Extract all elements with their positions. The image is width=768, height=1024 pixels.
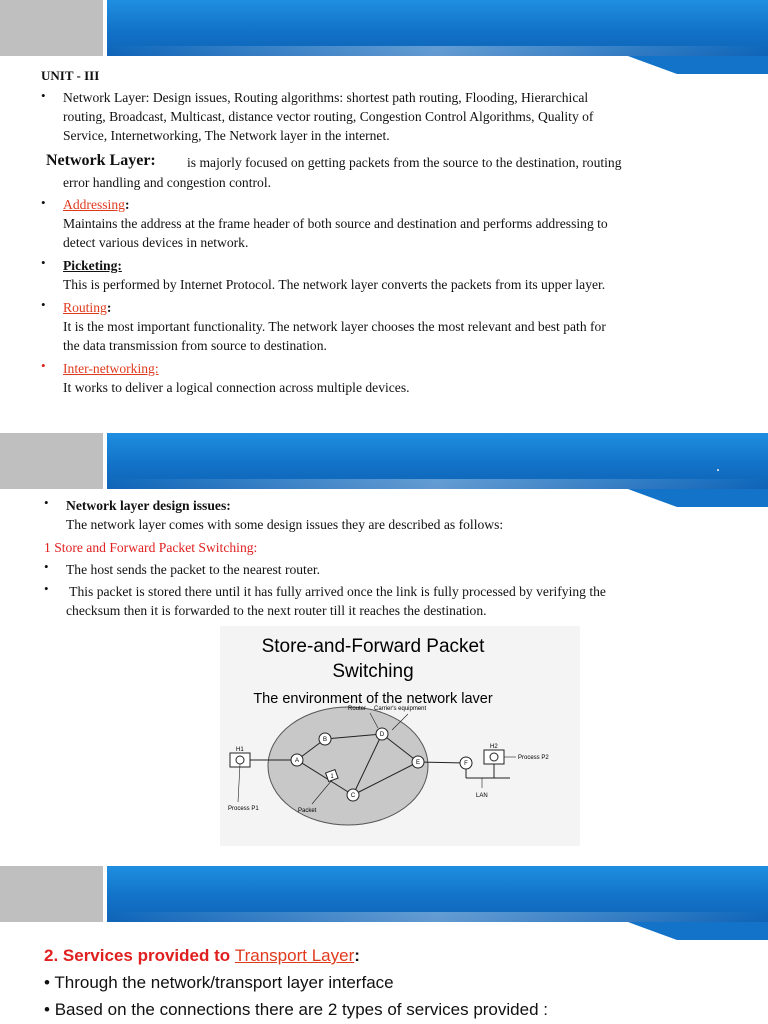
diagram-title-2: Switching — [332, 661, 414, 682]
intro-line-2: routing, Broadcast, Multicast, distance vector routing, Congestion Control Algorithms, Quality of — [63, 109, 594, 124]
label-process-p2: Process P2 — [518, 755, 549, 761]
node-label-d: D — [379, 732, 385, 738]
intro-line-3: Service, Internetworking, The Network layer in the internet. — [63, 128, 390, 143]
label-h1: H1 — [236, 747, 244, 753]
node-label-b: B — [322, 737, 328, 743]
network-layer-text-2: error handling and congestion control. — [63, 175, 272, 190]
diagram-title-1: Store-and-Forward Packet — [261, 636, 485, 657]
header-dot: . — [716, 458, 720, 475]
slide-header-2 — [0, 433, 768, 489]
bullet-icon: • — [44, 581, 49, 596]
unit-title: UNIT - III — [41, 68, 100, 83]
routing-line-1: It is the most important functionality. The network layer chooses the most relevant and best path for — [63, 319, 606, 334]
picketing-line-1: This is performed by Internet Protocol. The network layer converts the packets from its upper layer. — [63, 277, 606, 292]
picketing-title: Picketing: — [63, 258, 122, 273]
node-label-f: F — [464, 761, 468, 767]
diagram-subtitle: The environment of the network laver — [253, 691, 493, 707]
addressing-title: Addressing: — [63, 197, 130, 212]
slide-header-3 — [0, 866, 768, 922]
addressing-line-1: Maintains the address at the frame header of both source and destination and performs addressing to — [63, 216, 608, 231]
network-layer-text-1: is majorly focused on getting packets from the source to the destination, routing — [187, 155, 622, 170]
slide-header-1 — [0, 0, 768, 56]
bullet-icon: • — [44, 495, 49, 510]
bullet-icon: • — [41, 195, 46, 210]
label-process-p1: Process P1 — [228, 806, 259, 812]
bullet-icon: • — [41, 297, 46, 312]
label-router: Router — [348, 706, 367, 712]
bullet-icon: • — [44, 559, 49, 574]
bullet-icon: • — [41, 358, 46, 373]
bullet-icon: • — [41, 255, 46, 270]
label-h2: H2 — [490, 744, 498, 750]
routing-line-2: the data transmission from source to destination. — [63, 338, 327, 353]
addressing-line-2: detect various devices in network. — [63, 235, 249, 250]
services-bullet-1: • Through the network/transport layer interface — [44, 973, 394, 992]
packet-stored-line-1: This packet is stored there until it has fully arrived once the link is fully processed by verifying the — [66, 584, 606, 599]
label-lan: LAN — [476, 793, 488, 799]
services-bullet-2: • Based on the connections there are 2 types of services provided : — [44, 1000, 548, 1019]
store-forward-diagram — [220, 626, 580, 846]
intro-line-1: Network Layer: Design issues, Routing algorithms: shortest path routing, Flooding, Hierarchical — [63, 90, 589, 105]
node-label-a: A — [294, 758, 300, 764]
design-issues-text: The network layer comes with some design issues they are described as follows: — [66, 517, 504, 532]
host-sends-text: The host sends the packet to the nearest router. — [66, 562, 321, 577]
routing-title: Routing: — [63, 300, 112, 315]
bullet-icon: • — [41, 88, 46, 103]
node-label-e: E — [415, 760, 421, 766]
network-layer-heading: Network Layer: — [46, 152, 156, 169]
services-heading: 2. Services provided to Transport Layer: — [44, 946, 360, 965]
carrier-ellipse — [268, 707, 428, 825]
design-issues-heading: Network layer design issues: — [66, 498, 231, 513]
internetworking-line-1: It works to deliver a logical connection across multiple devices. — [63, 380, 410, 395]
node-label-c: C — [350, 793, 356, 799]
packet-stored-line-2: checksum then it is forwarded to the next router till it reaches the destination. — [66, 603, 487, 618]
store-forward-heading: 1 Store and Forward Packet Switching: — [44, 540, 258, 555]
label-carrier: Carrier's equipment — [374, 706, 427, 712]
label-packet: Packet — [298, 808, 317, 814]
internetworking-title: Inter-networking: — [63, 361, 159, 376]
packet-mark: 1 — [330, 774, 334, 780]
